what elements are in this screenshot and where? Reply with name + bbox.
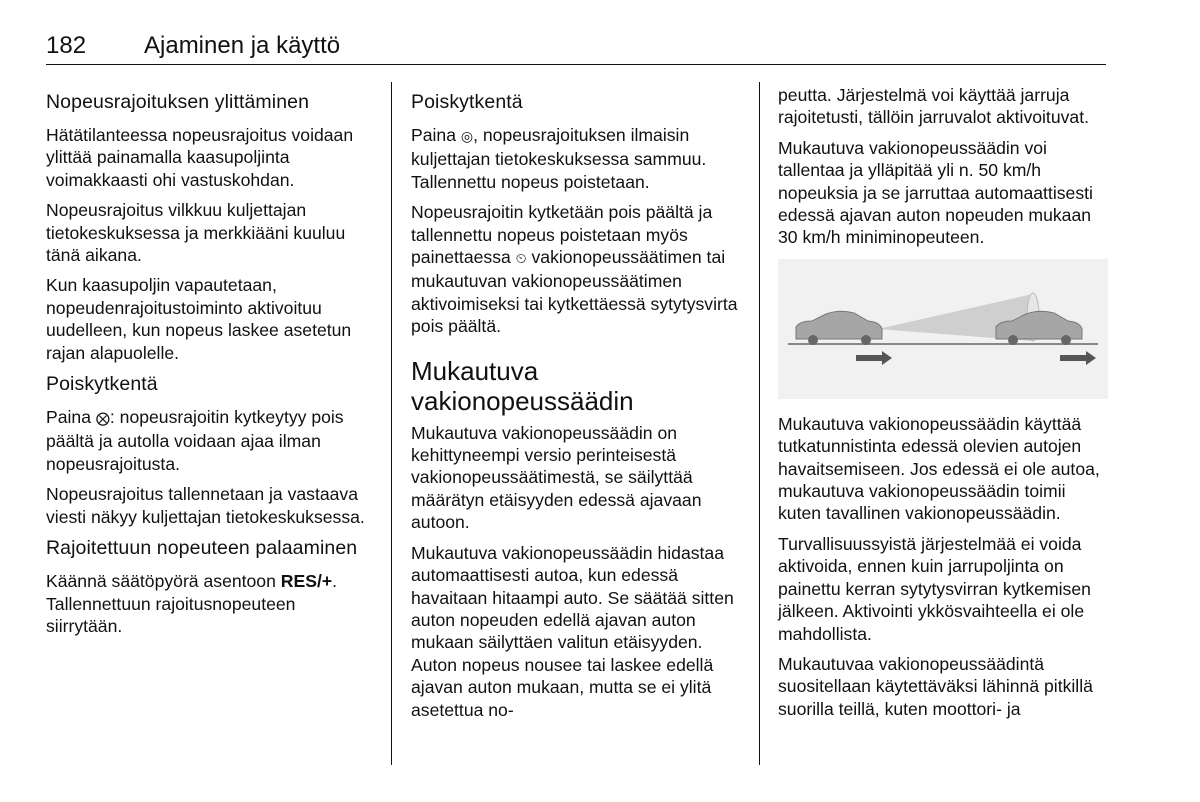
paragraph: Kun kaasupoljin vapautetaan, nopeudenrajoitustoiminto aktivoituu uudelleen, kun nopeus laskee asetetun rajan alapuolelle. [46, 275, 352, 363]
text: Nopeusrajoitin kytketään pois päältä ja tallennettu nopeus poistetaan myös painettaessa [411, 202, 713, 268]
paragraph: Mukautuva vakionopeussäädin on kehittyneempi versio perinteisestä vakionopeussäätimestä, se säilyttää määrätyn etäisyyden edessä ajavaan autoon. [411, 422, 702, 533]
paragraph: Mukautuva vakionopeussäädin voi tallentaa ja ylläpitää yli n. 50 km/h nopeuksia ja se jarruttaa automaattisesti edessä ajavan auton nopeuden mukaan 30 km/h miniminopeuteen. [778, 137, 1093, 248]
column-3 [778, 84, 1108, 728]
column-divider [759, 82, 760, 765]
text: Paina [46, 407, 91, 428]
paragraph: Mukautuvaa vakionopeussäädintä suositellaan käytettäväksi lähinnä pitkillä suorilla teillä, kuten moottori- ja [778, 653, 1093, 719]
heading-adaptive-cruise: Mukautuva vakionopeussäädin [411, 355, 634, 416]
wheel-icon [1061, 335, 1071, 345]
limiter-off-icon: ⨂ [95, 411, 110, 428]
text: , nopeusrajoituksen ilmaisin kuljettajan tietokeskuksessa sammuu. Tallennettu nopeus poistetaan. [411, 125, 707, 192]
text: vakionopeussäätimen tai mukautuvan vakionopeussäätimen aktivoimiseksi tai kytkettäessä sytytysvirta pois päältä. [411, 247, 738, 337]
radar-diagram [778, 259, 1108, 399]
wheel-icon [808, 335, 818, 345]
wheel-icon [861, 335, 871, 345]
radar-illustration [778, 259, 1108, 399]
heading-exceed-limit: Nopeusrajoituksen ylittäminen [46, 91, 310, 113]
paragraph: Turvallisuussyistä järjestelmää ei voida aktivoida, ennen kuin jarrupoljinta on painettu kerran sytytysvirran kytkemisen jälkeen. Aktivointi ykkösvaihteella ei ole mahdollista. [778, 533, 1091, 644]
paragraph: Nopeusrajoitus tallennetaan ja vastaava viesti näkyy kuljettajan tietokeskuksessa. [46, 484, 365, 527]
text: Käännä säätöpyörä asentoon [46, 571, 276, 592]
paragraph: Nopeusrajoitus vilkkuu kuljettajan tietokeskuksessa ja merkkiääni kuuluu tänä aikana. [46, 200, 346, 266]
paragraph: Mukautuva vakionopeussäädin käyttää tutkatunnistinta edessä olevien autojen havaitsemiseen. Jos edessä ei ole autoa, mukautuva vakionopeussäädin toimii kuten tavallinen vakionopeussäädin. [778, 413, 1100, 524]
heading-resume-limit: Rajoitettuun nopeuteen palaaminen [46, 537, 358, 560]
text: : nopeusrajoitin kytkeytyy pois päältä ja autolla voidaan ajaa ilman nopeusrajoitusta. [46, 407, 344, 474]
wheel-icon [1008, 335, 1018, 345]
text: . Tallennettuun rajoitusnopeuteen siirrytään. [46, 571, 338, 636]
page-number: 182 [46, 32, 87, 59]
res-plus-label: RES/+ [280, 571, 333, 592]
paragraph: Mukautuva vakionopeussäädin hidastaa automaattisesti autoa, kun edessä havaitaan hitaampi auto. Se säätää sitten auton nopeuden edellä ajavan auton mukaan säilyttäen valitun etäisyyden. Auton nopeus nousee tai laskee edellä ajavan auton mukaan, mutta se ei ylitä asetettua no- [411, 542, 734, 720]
paragraph [411, 124, 741, 193]
heading-switch-off: Poiskytkentä [411, 91, 523, 113]
heading-switch-off: Poiskytkentä [46, 373, 158, 396]
paragraph [46, 570, 372, 637]
column-1 [46, 84, 372, 645]
paragraph: Hätätilanteessa nopeusrajoitus voidaan ylittää painamalla kaasupoljinta voimakkaasti ohi vastuskohdan. [46, 125, 354, 190]
column-divider [391, 82, 392, 765]
paragraph: peutta. Järjestelmä voi käyttää jarruja rajoitetusti, tällöin jarruvalot aktivoituvat. [778, 85, 1089, 128]
column-2 [411, 84, 741, 729]
speed-limiter-icon: ◎ [460, 129, 474, 145]
paragraph [411, 201, 741, 337]
paragraph [46, 406, 372, 475]
chapter-title: Ajaminen ja käyttö [144, 32, 341, 59]
text: Paina [411, 125, 456, 145]
page-header [46, 30, 1106, 65]
cruise-control-icon: ⏲ [515, 251, 527, 268]
